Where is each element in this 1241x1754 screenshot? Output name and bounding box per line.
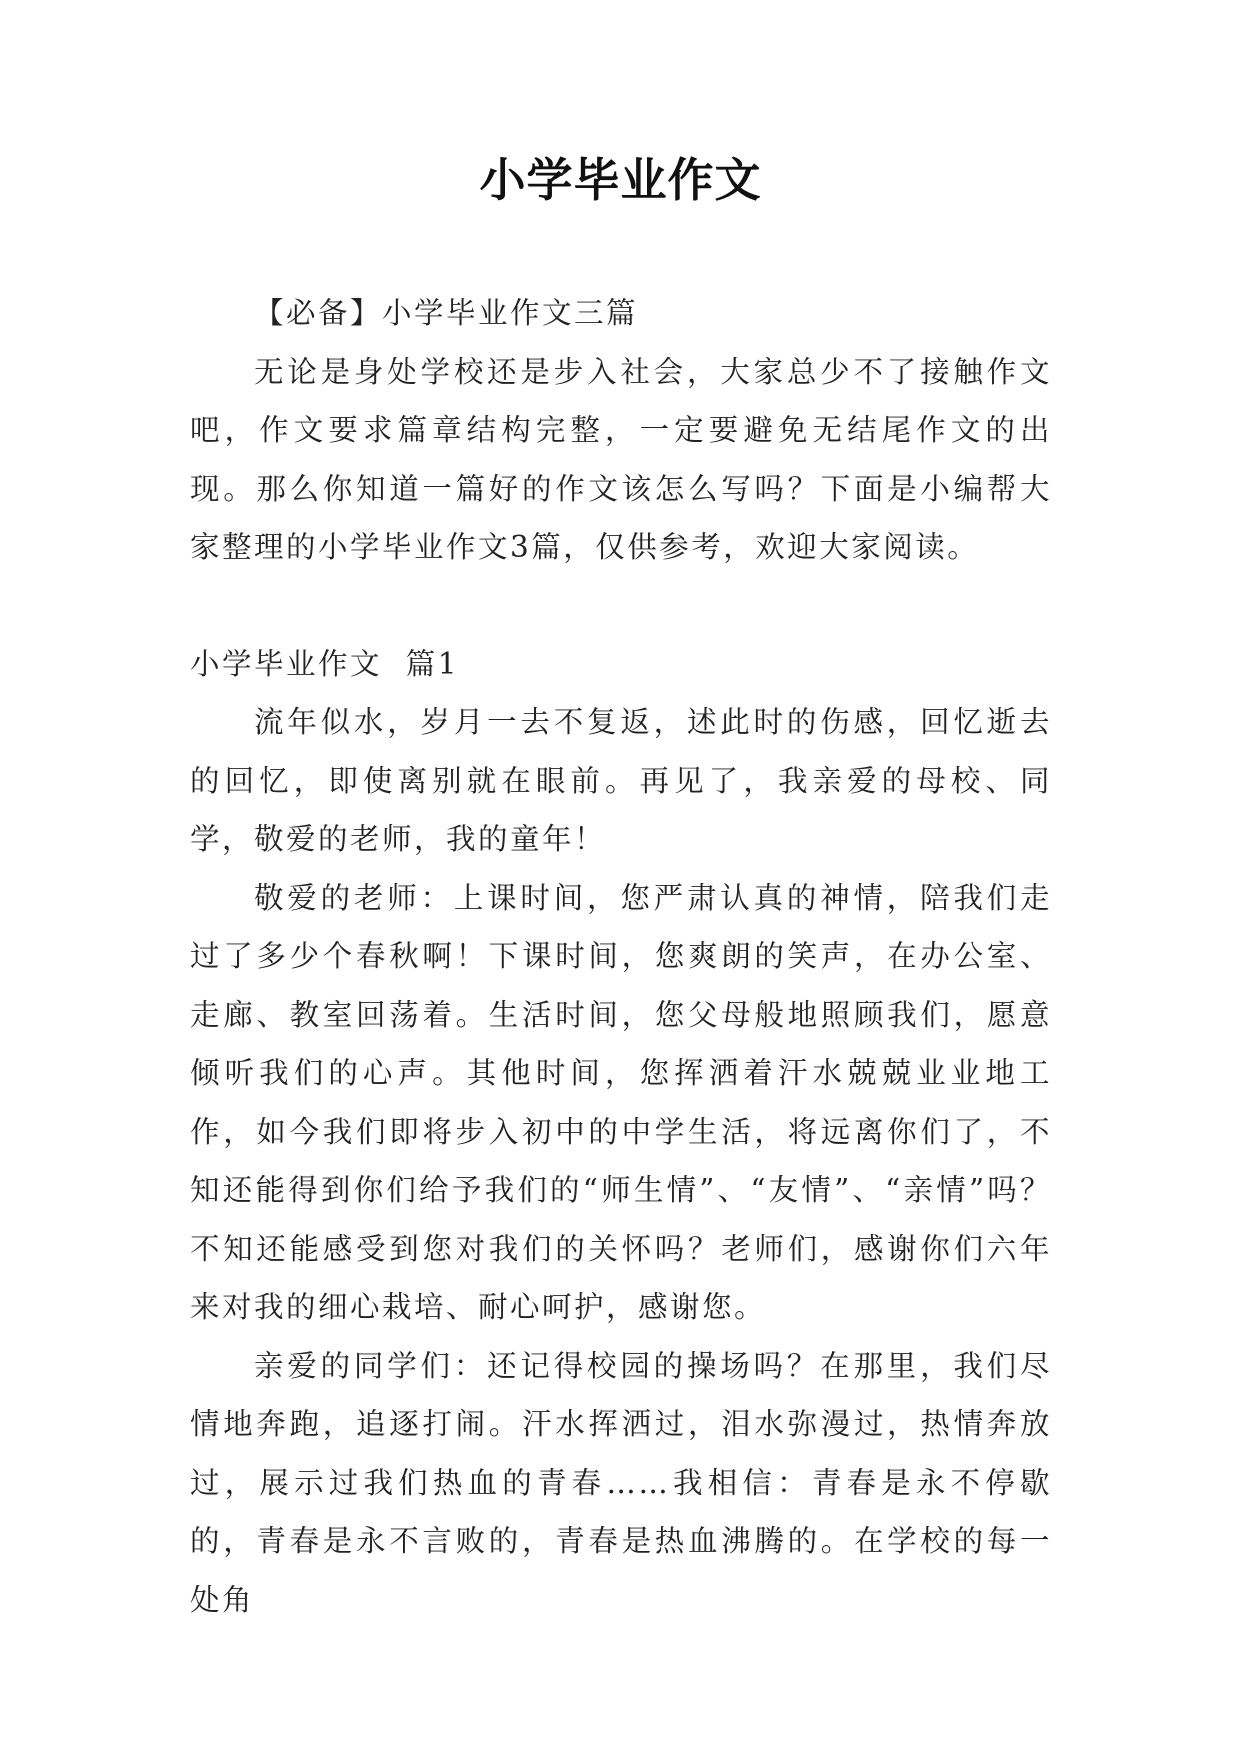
document-body [190, 284, 1052, 1629]
document-title: 小学毕业作文 [479, 153, 762, 207]
body-paragraph-1: 流年似水，岁月一去不复返，述此时的伤感，回忆逝去的回忆，即使离别就在眼前。再见了，我亲爱的母校、同学，敬爱的老师，我的童年！ [190, 705, 1052, 856]
subtitle: 【必备】小学毕业作文三篇 [254, 296, 639, 330]
intro-paragraph: 无论是身处学校还是步入社会，大家总少不了接触作文吧，作文要求篇章结构完整，一定要避免无结尾作文的出现。那么你知道一篇好的作文该怎么写吗？下面是小编帮大家整理的小学毕业作文3篇，仅供参考，欢迎大家阅读。 [190, 354, 1052, 564]
body-paragraph-2: 敬爱的老师：上课时间，您严肃认真的神情，陪我们走过了多少个春秋啊！下课时间，您爽朗的笑声，在办公室、走廊、教室回荡着。生活时间，您父母般地照顾我们，愿意倾听我们的心声。其他时间，您挥洒着汗水兢兢业业地工作，如今我们即将步入初中的中学生活，将远离你们了，不知还能得到你们给予我们的“师生情”、“友情”、“亲情”吗？不知还能感受到您对我们的关怀吗？老师们，感谢你们六年来对我的细心栽培、耐心呵护，感谢您。 [190, 880, 1052, 1324]
spacer [190, 577, 1052, 635]
section-heading: 小学毕业作文 篇1 [190, 646, 460, 681]
body-paragraph-3: 亲爱的同学们：还记得校园的操场吗？在那里，我们尽情地奔跑，追逐打闹。汗水挥洒过，泪水弥漫过，热情奔放过，展示过我们热血的青春……我相信：青春是永不停歇的，青春是永不言败的，青春是热血沸腾的。在学校的每一处角 [190, 1348, 1052, 1617]
